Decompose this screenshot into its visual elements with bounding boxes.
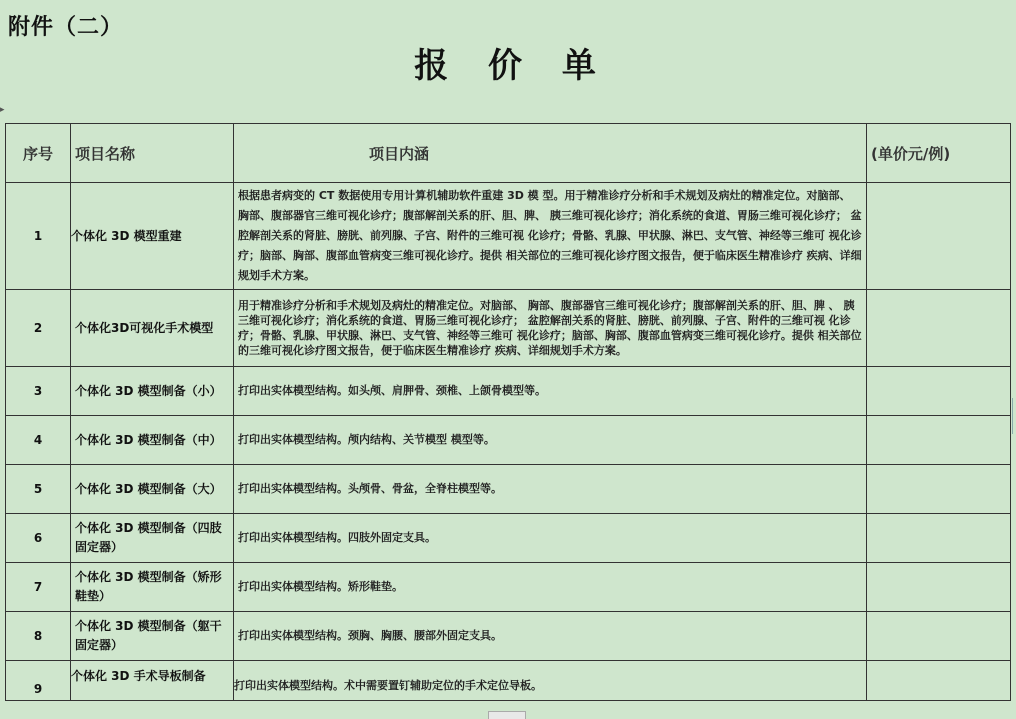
row-price[interactable] (867, 367, 1011, 416)
header-content: 项目内涵 (234, 124, 867, 183)
table-row (6, 514, 1011, 563)
row-price[interactable] (867, 465, 1011, 514)
sheet-tab[interactable] (488, 711, 526, 719)
row-name: 个体化 3D 模型重建 (71, 183, 234, 290)
scroll-tick (1012, 398, 1016, 434)
table-row (6, 290, 1011, 367)
row-price[interactable] (867, 514, 1011, 563)
table-row (6, 563, 1011, 612)
row-name: 个体化 3D 模型制备（躯干固定器） (71, 612, 234, 661)
row-seq: 2 (6, 290, 71, 367)
table-row (6, 367, 1011, 416)
row-name: 个体化 3D 手术导板制备 (71, 661, 234, 701)
row-content: 用于精准诊疗分析和手术规划及病灶的精准定位。对脑部、 胸部、腹部器官三维可视化诊疗；腹部解剖关系的肝、胆、脾 、 胰三维可视化诊疗；消化系统的食道、胃肠三维可视化诊疗； 盆腔解剖关系的肾脏、膀胱、前列腺、子宫、附件的三维可视 化诊疗；骨骼、乳腺、甲状腺、淋巴、支气管、神经等三维可 视化诊疗；脑部、胸部、腹部血管病变三维可视化诊疗。提供 相关部位的三维可视化诊疗图文报告，便于临床医生精准诊疗 疾病、详细规划手术方案。 (234, 290, 867, 367)
row-seq: 3 (6, 367, 71, 416)
row-content: 打印出实体模型结构。四肢外固定支具。 (234, 514, 867, 563)
header-seq: 序号 (6, 124, 71, 183)
row-content: 打印出实体模型结构。矫形鞋垫。 (234, 563, 867, 612)
row-seq: 6 (6, 514, 71, 563)
header-price: (单价元/例) (867, 124, 1011, 183)
row-content: 打印出实体模型结构。术中需要置钉辅助定位的手术定位导板。 (234, 661, 867, 701)
row-price[interactable] (867, 612, 1011, 661)
row-seq: 4 (6, 416, 71, 465)
row-content: 打印出实体模型结构。头颅骨、骨盆，全脊柱模型等。 (234, 465, 867, 514)
row-seq: 5 (6, 465, 71, 514)
row-name: 个体化 3D 模型制备（小） (71, 367, 234, 416)
row-seq: 8 (6, 612, 71, 661)
table-row (6, 612, 1011, 661)
row-name: 个体化 3D 模型制备（四肢固定器） (71, 514, 234, 563)
row-seq: 7 (6, 563, 71, 612)
row-price[interactable] (867, 563, 1011, 612)
row-content: 打印出实体模型结构。颅内结构、关节模型 模型等。 (234, 416, 867, 465)
row-price[interactable] (867, 290, 1011, 367)
row-price[interactable] (867, 183, 1011, 290)
row-seq: 9 (6, 661, 71, 701)
table-row (6, 465, 1011, 514)
row-marker-icon: ▸ (0, 105, 5, 115)
header-name: 项目名称 (71, 124, 234, 183)
row-content: 根据患者病变的 CT 数据使用专用计算机辅助软件重建 3D 模 型。用于精准诊疗分析和手术规划及病灶的精准定位。对脑部、 胸部、腹部器官三维可视化诊疗；腹部解剖关系的肝、胆、脾、 胰三维可视化诊疗；消化系统的食道、胃肠三维可视化诊疗； 盆腔解剖关系的肾脏、膀胱、前列腺、子宫、附件的三维可视 化诊疗；骨骼、乳腺、甲状腺、淋巴、支气管、神经等三维可 视化诊疗；脑部、胸部、腹部血管病变三维可视化诊疗。提供 相关部位的三维可视化诊疗图文报告，便于临床医生精准诊疗 疾病、详细规划手术方案。 (234, 183, 867, 290)
table-row (6, 416, 1011, 465)
table-row (6, 183, 1011, 290)
row-name: 个体化3D可视化手术模型 (71, 290, 234, 367)
attachment-label: 附件（二） (8, 15, 124, 40)
row-price[interactable] (867, 661, 1011, 701)
row-name: 个体化 3D 模型制备（中） (71, 416, 234, 465)
page-title: 报 价 单 (414, 46, 610, 86)
row-name: 个体化 3D 模型制备（大） (71, 465, 234, 514)
row-content: 打印出实体模型结构。如头颅、肩胛骨、颈椎、上颌骨模型等。 (234, 367, 867, 416)
quotation-table (5, 123, 1011, 701)
table-row (6, 661, 1011, 701)
row-name: 个体化 3D 模型制备（矫形鞋垫） (71, 563, 234, 612)
row-seq: 1 (6, 183, 71, 290)
row-price[interactable] (867, 416, 1011, 465)
table-header-row (6, 124, 1011, 183)
row-content: 打印出实体模型结构。颈胸、胸腰、腰部外固定支具。 (234, 612, 867, 661)
